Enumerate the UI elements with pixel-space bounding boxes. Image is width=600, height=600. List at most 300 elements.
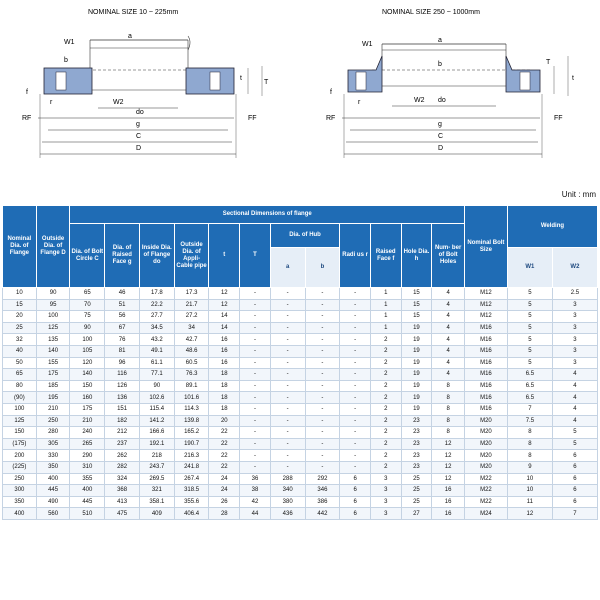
th-num-holes: Num- ber of Bolt Holes — [432, 224, 465, 288]
table-cell: - — [340, 322, 371, 334]
table-cell: 12 — [507, 508, 552, 520]
table-cell: - — [270, 392, 305, 404]
table-cell: - — [340, 380, 371, 392]
table-cell: 12 — [209, 288, 240, 300]
table-cell: 60.5 — [174, 357, 209, 369]
table-row — [3, 345, 598, 357]
th-raised-f: Raised Face f — [370, 224, 401, 288]
table-cell: 218 — [139, 450, 174, 462]
table-cell: 2 — [370, 461, 401, 473]
table-cell: M12 — [464, 311, 507, 323]
table-cell: 140 — [70, 369, 105, 381]
table-cell: 21.7 — [174, 299, 209, 311]
table-cell: 324 — [105, 473, 140, 485]
table-cell: 282 — [105, 461, 140, 473]
table-cell: 6 — [340, 473, 371, 485]
table-cell: 175 — [36, 369, 70, 381]
table-cell: 160 — [70, 392, 105, 404]
table-cell: - — [340, 334, 371, 346]
label-do-left: do — [136, 109, 144, 116]
table-cell: 9 — [507, 461, 552, 473]
table-cell: 48.6 — [174, 345, 209, 357]
table-cell: 101.6 — [174, 392, 209, 404]
table-cell: 182 — [105, 415, 140, 427]
th-radius: Radi us r — [340, 224, 371, 288]
label-b-left: b — [64, 57, 68, 64]
table-cell: 22 — [209, 461, 240, 473]
label-b-right: b — [438, 61, 442, 68]
table-cell: - — [240, 288, 271, 300]
table-cell: 445 — [70, 496, 105, 508]
table-cell: 18 — [209, 369, 240, 381]
table-cell: M16 — [464, 380, 507, 392]
table-cell: 27.2 — [174, 311, 209, 323]
table-cell: 76.3 — [174, 369, 209, 381]
table-cell: 16 — [209, 357, 240, 369]
table-cell: 310 — [70, 461, 105, 473]
table-cell: 81 — [105, 345, 140, 357]
th-hub: Dia. of Hub — [270, 224, 340, 248]
table-cell: M16 — [464, 369, 507, 381]
table-cell: - — [270, 334, 305, 346]
table-cell: 4 — [552, 403, 597, 415]
table-cell: M16 — [464, 357, 507, 369]
table-cell: 34.5 — [139, 322, 174, 334]
table-cell: 7.5 — [507, 415, 552, 427]
table-cell: 560 — [36, 508, 70, 520]
table-cell: - — [305, 427, 340, 439]
label-ff-left: FF — [248, 115, 257, 122]
table-cell: 23 — [401, 461, 432, 473]
table-row — [3, 438, 598, 450]
table-cell: 4 — [432, 345, 465, 357]
table-cell: - — [340, 415, 371, 427]
table-cell: 67 — [105, 322, 140, 334]
table-cell: 150 — [3, 427, 37, 439]
table-cell: 346 — [305, 485, 340, 497]
th-w2: W2 — [552, 248, 597, 288]
table-cell: 10 — [507, 473, 552, 485]
table-cell: 5 — [507, 334, 552, 346]
table-cell: M22 — [464, 485, 507, 497]
table-cell: 386 — [305, 496, 340, 508]
table-cell: - — [240, 380, 271, 392]
table-cell: 4 — [552, 415, 597, 427]
table-cell: - — [340, 427, 371, 439]
table-cell: - — [240, 392, 271, 404]
table-cell: 6 — [552, 496, 597, 508]
table-cell: - — [305, 357, 340, 369]
flange-drawing-small — [18, 0, 288, 180]
table-row — [3, 415, 598, 427]
table-cell: 292 — [305, 473, 340, 485]
table-cell: 330 — [36, 450, 70, 462]
table-cell: 17.3 — [174, 288, 209, 300]
table-cell: 23 — [401, 450, 432, 462]
table-cell: - — [270, 345, 305, 357]
table-cell: 2 — [370, 392, 401, 404]
table-cell: M16 — [464, 345, 507, 357]
table-cell: 185 — [36, 380, 70, 392]
table-cell: 318.5 — [174, 485, 209, 497]
table-cell: 15 — [401, 299, 432, 311]
table-cell: 42 — [240, 496, 271, 508]
drawing-title-large: NOMINAL SIZE 250 ~ 1000mm — [382, 9, 480, 16]
table-cell: 150 — [70, 380, 105, 392]
table-cell: M20 — [464, 415, 507, 427]
table-cell: 22.2 — [139, 299, 174, 311]
label-g-left: g — [136, 121, 140, 128]
table-cell: 2 — [370, 380, 401, 392]
table-cell: 442 — [305, 508, 340, 520]
table-cell: - — [240, 334, 271, 346]
table-row — [3, 369, 598, 381]
table-cell: M16 — [464, 334, 507, 346]
table-cell: 151 — [105, 403, 140, 415]
table-cell: 267.4 — [174, 473, 209, 485]
table-cell: 4 — [552, 369, 597, 381]
table-cell: - — [305, 345, 340, 357]
table-cell: 22 — [209, 450, 240, 462]
table-cell: 175 — [70, 403, 105, 415]
table-cell: - — [340, 438, 371, 450]
table-cell: 20 — [3, 311, 37, 323]
table-cell: 19 — [401, 345, 432, 357]
th-T: T — [240, 224, 271, 288]
table-cell: M20 — [464, 427, 507, 439]
th-t: t — [209, 224, 240, 288]
table-cell: 510 — [70, 508, 105, 520]
table-row — [3, 392, 598, 404]
table-row — [3, 485, 598, 497]
table-cell: 96 — [105, 357, 140, 369]
table-cell: 77.1 — [139, 369, 174, 381]
label-T-right: T — [546, 59, 551, 66]
table-cell: 12 — [432, 450, 465, 462]
th-inside: Inside Dia. of Flange do — [139, 224, 174, 288]
label-w1-right: W1 — [362, 41, 373, 48]
table-cell: 25 — [401, 485, 432, 497]
table-cell: 8 — [507, 438, 552, 450]
th-bolt-size: Nominal Bolt Size — [464, 206, 507, 288]
table-cell: 1 — [370, 322, 401, 334]
table-cell: 3 — [552, 345, 597, 357]
table-cell: 2 — [370, 369, 401, 381]
table-cell: - — [340, 450, 371, 462]
table-row — [3, 357, 598, 369]
table-cell: 12 — [432, 438, 465, 450]
table-cell: - — [305, 415, 340, 427]
table-cell: - — [340, 311, 371, 323]
table-cell: 19 — [401, 357, 432, 369]
table-cell: 2 — [370, 450, 401, 462]
table-cell: - — [270, 438, 305, 450]
table-cell: 7 — [552, 508, 597, 520]
table-cell: 90 — [139, 380, 174, 392]
table-cell: 95 — [36, 299, 70, 311]
label-f-right: f — [330, 89, 332, 96]
table-cell: 6 — [340, 485, 371, 497]
table-cell: 114.3 — [174, 403, 209, 415]
th-outside-pipe: Outside Dia. of Appli- Cable pipe — [174, 224, 209, 288]
table-cell: 51 — [105, 299, 140, 311]
table-cell: 90 — [70, 322, 105, 334]
unit-label: Unit : mm — [561, 190, 596, 199]
table-cell: 166.6 — [139, 427, 174, 439]
table-cell: 6 — [552, 461, 597, 473]
table-cell: - — [270, 369, 305, 381]
table-cell: - — [270, 322, 305, 334]
table-cell: 240 — [70, 427, 105, 439]
table-row — [3, 288, 598, 300]
th-outside: Outside Dia. of Flange D — [36, 206, 70, 288]
table-cell: 250 — [36, 415, 70, 427]
table-cell: - — [240, 415, 271, 427]
table-cell: 1 — [370, 288, 401, 300]
table-cell: 5 — [507, 345, 552, 357]
table-cell: 200 — [3, 450, 37, 462]
table-row — [3, 403, 598, 415]
table-cell: M24 — [464, 508, 507, 520]
table-cell: - — [240, 322, 271, 334]
th-b: b — [305, 248, 340, 288]
table-cell: 12 — [432, 461, 465, 473]
table-cell: - — [240, 369, 271, 381]
table-cell: 406.4 — [174, 508, 209, 520]
label-ff-right: FF — [554, 115, 563, 122]
label-r-left: r — [50, 99, 53, 106]
table-cell: - — [340, 403, 371, 415]
label-C-right: C — [438, 133, 444, 140]
table-cell: 139.8 — [174, 415, 209, 427]
flange-dimensions-table — [2, 205, 598, 520]
table-cell: 2 — [370, 403, 401, 415]
label-do-right: do — [438, 97, 446, 104]
table-cell: 436 — [270, 508, 305, 520]
th-welding: Welding — [507, 206, 597, 248]
table-cell: - — [305, 311, 340, 323]
label-w1-left: W1 — [64, 39, 75, 46]
table-cell: 8 — [507, 427, 552, 439]
table-cell: 380 — [270, 496, 305, 508]
table-cell: 18 — [209, 403, 240, 415]
table-cell: 102.6 — [139, 392, 174, 404]
table-cell: 210 — [70, 415, 105, 427]
table-cell: M12 — [464, 299, 507, 311]
table-cell: - — [340, 392, 371, 404]
table-cell: 19 — [401, 403, 432, 415]
table-cell: 89.1 — [174, 380, 209, 392]
label-t-left: t — [240, 75, 242, 82]
table-cell: - — [240, 461, 271, 473]
table-cell: 22 — [209, 427, 240, 439]
table-cell: 65 — [3, 369, 37, 381]
table-cell: 18 — [209, 380, 240, 392]
table-cell: 4 — [432, 311, 465, 323]
table-cell: 19 — [401, 322, 432, 334]
table-cell: 22 — [209, 438, 240, 450]
table-cell: - — [340, 369, 371, 381]
table-cell: - — [305, 288, 340, 300]
th-raised-face: Dia. of Raised Face g — [105, 224, 140, 288]
table-cell: - — [305, 403, 340, 415]
table-cell: M20 — [464, 461, 507, 473]
table-cell: - — [340, 345, 371, 357]
table-cell: 16 — [432, 485, 465, 497]
table-cell: 19 — [401, 392, 432, 404]
table-cell: 155 — [36, 357, 70, 369]
table-cell: - — [240, 357, 271, 369]
table-cell: 265 — [70, 438, 105, 450]
table-cell: 3 — [370, 485, 401, 497]
table-cell: M20 — [464, 450, 507, 462]
table-cell: 14 — [209, 311, 240, 323]
table-cell: 100 — [3, 403, 37, 415]
table-cell: - — [340, 357, 371, 369]
table-cell: 24 — [209, 473, 240, 485]
table-cell: - — [270, 357, 305, 369]
table-cell: 3 — [552, 322, 597, 334]
table-cell: 10 — [507, 485, 552, 497]
table-cell: 350 — [3, 496, 37, 508]
table-cell: 50 — [3, 357, 37, 369]
table-cell: M16 — [464, 403, 507, 415]
table-cell: 6 — [552, 485, 597, 497]
label-w2-right: W2 — [414, 97, 425, 104]
table-cell: 43.2 — [139, 334, 174, 346]
table-cell: 140 — [36, 345, 70, 357]
table-cell: 210 — [36, 403, 70, 415]
table-cell: 12 — [432, 473, 465, 485]
table-cell: 32 — [3, 334, 37, 346]
table-cell: 4 — [432, 322, 465, 334]
table-cell: 262 — [105, 450, 140, 462]
table-cell: 3 — [552, 299, 597, 311]
table-cell: 19 — [401, 334, 432, 346]
table-cell: 26 — [209, 496, 240, 508]
table-cell: 400 — [36, 473, 70, 485]
table-cell: 28 — [209, 508, 240, 520]
table-cell: M20 — [464, 438, 507, 450]
table-cell: - — [270, 427, 305, 439]
table-cell: - — [305, 450, 340, 462]
label-r-right: r — [358, 99, 361, 106]
table-cell: 19 — [401, 380, 432, 392]
th-bolt-circle: Dia. of Bolt Circle C — [70, 224, 105, 288]
table-cell: 23 — [401, 427, 432, 439]
table-cell: 6.5 — [507, 380, 552, 392]
table-cell: 4 — [432, 288, 465, 300]
table-cell: 100 — [70, 334, 105, 346]
table-row — [3, 322, 598, 334]
table-cell: - — [240, 427, 271, 439]
table-cell: - — [240, 450, 271, 462]
th-a: a — [270, 248, 305, 288]
table-cell: 126 — [105, 380, 140, 392]
table-cell: 250 — [3, 473, 37, 485]
label-w2-left: W2 — [113, 99, 124, 106]
table-cell: 100 — [36, 311, 70, 323]
table-cell: 409 — [139, 508, 174, 520]
drawing-title-small: NOMINAL SIZE 10 ~ 225mm — [88, 9, 179, 16]
table-row — [3, 334, 598, 346]
table-cell: M22 — [464, 473, 507, 485]
table-cell: 269.5 — [139, 473, 174, 485]
table-cell: 2 — [370, 345, 401, 357]
table-cell: 321 — [139, 485, 174, 497]
table-row — [3, 299, 598, 311]
table-cell: - — [270, 311, 305, 323]
flange-drawing-large — [322, 0, 592, 180]
th-nominal: Nominal Dia. of Flange — [3, 206, 37, 288]
table-cell: 3 — [552, 311, 597, 323]
table-cell: - — [270, 288, 305, 300]
table-cell: 44 — [240, 508, 271, 520]
table-cell: 125 — [36, 322, 70, 334]
table-cell: 3 — [370, 508, 401, 520]
table-cell: 90 — [36, 288, 70, 300]
table-cell: 5 — [507, 357, 552, 369]
table-cell: 15 — [401, 311, 432, 323]
table-cell: 23 — [401, 438, 432, 450]
table-cell: 288 — [270, 473, 305, 485]
table-cell: 355 — [70, 473, 105, 485]
table-cell: 12 — [209, 299, 240, 311]
table-row — [3, 450, 598, 462]
table-cell: - — [305, 380, 340, 392]
table-cell: 475 — [105, 508, 140, 520]
table-cell: 61.1 — [139, 357, 174, 369]
table-cell: 358.1 — [139, 496, 174, 508]
table-cell: 400 — [70, 485, 105, 497]
table-cell: 16 — [209, 334, 240, 346]
table-cell: 4 — [432, 299, 465, 311]
table-cell: - — [340, 288, 371, 300]
table-cell: 195 — [36, 392, 70, 404]
label-a-right: a — [438, 37, 442, 44]
table-cell: 75 — [70, 311, 105, 323]
table-cell: (90) — [3, 392, 37, 404]
table-cell: - — [305, 369, 340, 381]
table-cell: 16 — [432, 496, 465, 508]
table-cell: 5 — [507, 311, 552, 323]
table-cell: 6 — [552, 450, 597, 462]
table-cell: 165.2 — [174, 427, 209, 439]
table-cell: 3 — [552, 357, 597, 369]
table-cell: 6 — [340, 508, 371, 520]
table-cell: 18 — [209, 392, 240, 404]
table-cell: - — [305, 392, 340, 404]
label-g-right: g — [438, 121, 442, 128]
table-cell: 8 — [432, 415, 465, 427]
table-cell: 15 — [401, 288, 432, 300]
table-cell: (225) — [3, 461, 37, 473]
label-t-right: t — [572, 75, 574, 82]
table-cell: 368 — [105, 485, 140, 497]
table-cell: 4 — [552, 380, 597, 392]
table-cell: 243.7 — [139, 461, 174, 473]
label-rf-left: RF — [22, 115, 32, 122]
table-row — [3, 496, 598, 508]
label-rf-right: RF — [326, 115, 336, 122]
table-cell: 8 — [507, 450, 552, 462]
label-a-left: a — [128, 33, 132, 40]
table-cell: - — [270, 380, 305, 392]
table-cell: 16 — [432, 508, 465, 520]
table-cell: 25 — [401, 496, 432, 508]
table-cell: 115.4 — [139, 403, 174, 415]
table-cell: - — [240, 299, 271, 311]
